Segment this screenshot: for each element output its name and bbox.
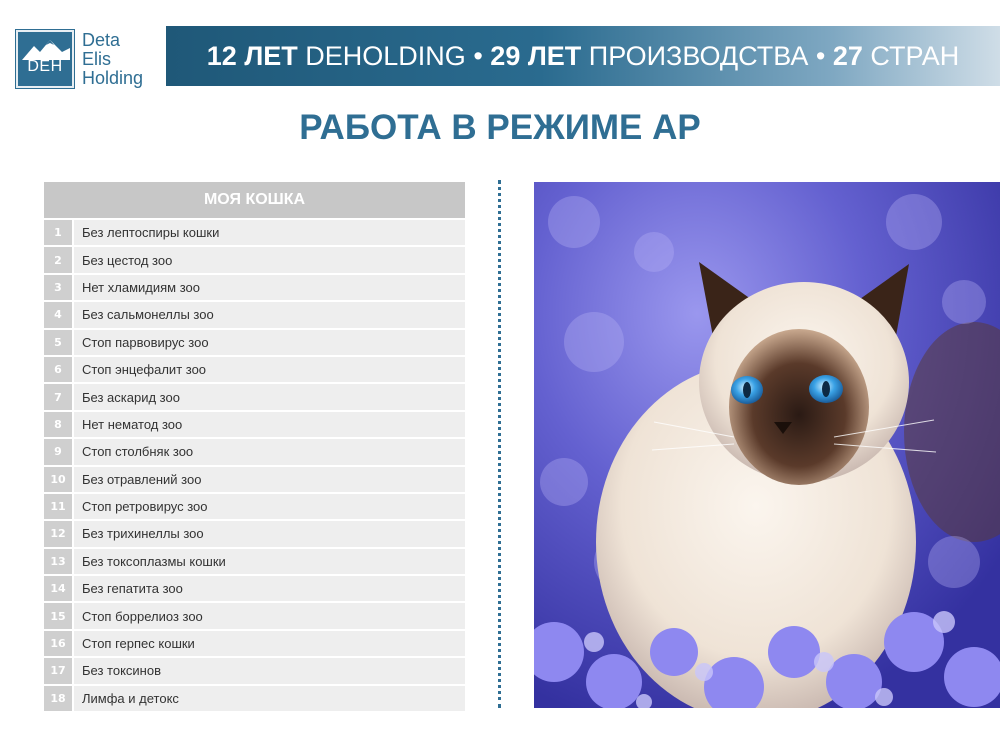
list-item-number: 17 — [44, 658, 72, 683]
list-item-number: 12 — [44, 521, 72, 546]
list-item-number: 13 — [44, 549, 72, 574]
banner-years-value: 12 ЛЕТ — [206, 40, 298, 71]
list-item-number: 8 — [44, 412, 72, 437]
company-logo — [16, 26, 156, 92]
list-item — [44, 220, 465, 245]
list-item-label: Стоп энцефалит зоо — [74, 357, 465, 382]
list-item — [44, 549, 465, 574]
banner-countries-label: СТРАН — [870, 40, 960, 71]
list-item-number: 3 — [44, 275, 72, 300]
list-item-label: Без токсинов — [74, 658, 465, 683]
list-item-number: 14 — [44, 576, 72, 601]
list-item-number: 18 — [44, 686, 72, 711]
list-item-number: 6 — [44, 357, 72, 382]
list-item-number: 1 — [44, 220, 72, 245]
logo-name — [82, 31, 143, 88]
list-item-label: Без лептоспиры кошки — [74, 220, 465, 245]
list-item — [44, 658, 465, 683]
list-item — [44, 412, 465, 437]
logo-name-line-3: Holding — [82, 67, 144, 88]
list-item-label: Без гепатита зоо — [74, 576, 465, 601]
list-item-number: 4 — [44, 302, 72, 327]
list-item — [44, 275, 465, 300]
list-item-number: 5 — [44, 330, 72, 355]
list-item — [44, 384, 465, 409]
logo-mark-text: DEH — [27, 58, 63, 75]
header-banner — [166, 26, 1000, 86]
logo-name-line-1: Deta — [82, 29, 121, 50]
logo-mark — [16, 30, 74, 88]
banner-years-label: DEHOLDING — [305, 40, 466, 71]
list-item — [44, 521, 465, 546]
banner-separator-2: • — [815, 40, 826, 71]
list-item-label: Стоп парвовирус зоо — [74, 330, 465, 355]
cat-photo — [534, 182, 1000, 708]
list-item-label: Стоп герпес кошки — [74, 631, 465, 656]
list-header: МОЯ КОШКА — [44, 182, 465, 218]
banner-separator-1: • — [473, 40, 483, 71]
list-item-label: Нет нематод зоо — [74, 412, 465, 437]
list-item-number: 10 — [44, 467, 72, 492]
list-item-label: Без трихинеллы зоо — [74, 521, 465, 546]
dotted-divider — [498, 180, 501, 708]
list-item — [44, 247, 465, 272]
list-item — [44, 467, 465, 492]
list-item — [44, 439, 465, 464]
list-item-label: Стоп ретровирус зоо — [74, 494, 465, 519]
page-title: РАБОТА В РЕЖИМЕ АР — [299, 108, 701, 147]
list-item-label: Нет хламидиям зоо — [74, 275, 465, 300]
list-item — [44, 357, 465, 382]
list-item — [44, 576, 465, 601]
list-item-label: Без аскарид зоо — [74, 384, 465, 409]
list-item-label: Лимфа и детокс — [74, 686, 465, 711]
list-item — [44, 631, 465, 656]
mountain-icon — [22, 38, 70, 60]
list-item-label: Без токсоплазмы кошки — [74, 549, 465, 574]
list-item-label: Без отравлений зоо — [74, 467, 465, 492]
logo-name-line-2: Elis — [82, 48, 112, 69]
list-item-label: Без цестод зоо — [74, 247, 465, 272]
list-item-number: 7 — [44, 384, 72, 409]
list-item — [44, 686, 465, 711]
list-item-label: Стоп столбняк зоо — [74, 439, 465, 464]
list-item — [44, 603, 465, 628]
banner-production-value: 29 ЛЕТ — [490, 40, 582, 71]
list-item-number: 16 — [44, 631, 72, 656]
list-item-number: 2 — [44, 247, 72, 272]
list-item — [44, 302, 465, 327]
banner-production-label: ПРОИЗВОДСТВА — [588, 40, 809, 71]
list-item — [44, 330, 465, 355]
program-list — [44, 182, 465, 711]
list-item-number: 9 — [44, 439, 72, 464]
list-item-label: Стоп боррелиоз зоо — [74, 603, 465, 628]
list-item-number: 11 — [44, 494, 72, 519]
list-item-number: 15 — [44, 603, 72, 628]
list-item — [44, 494, 465, 519]
banner-countries-value: 27 — [832, 40, 863, 71]
list-item-label: Без сальмонеллы зоо — [74, 302, 465, 327]
